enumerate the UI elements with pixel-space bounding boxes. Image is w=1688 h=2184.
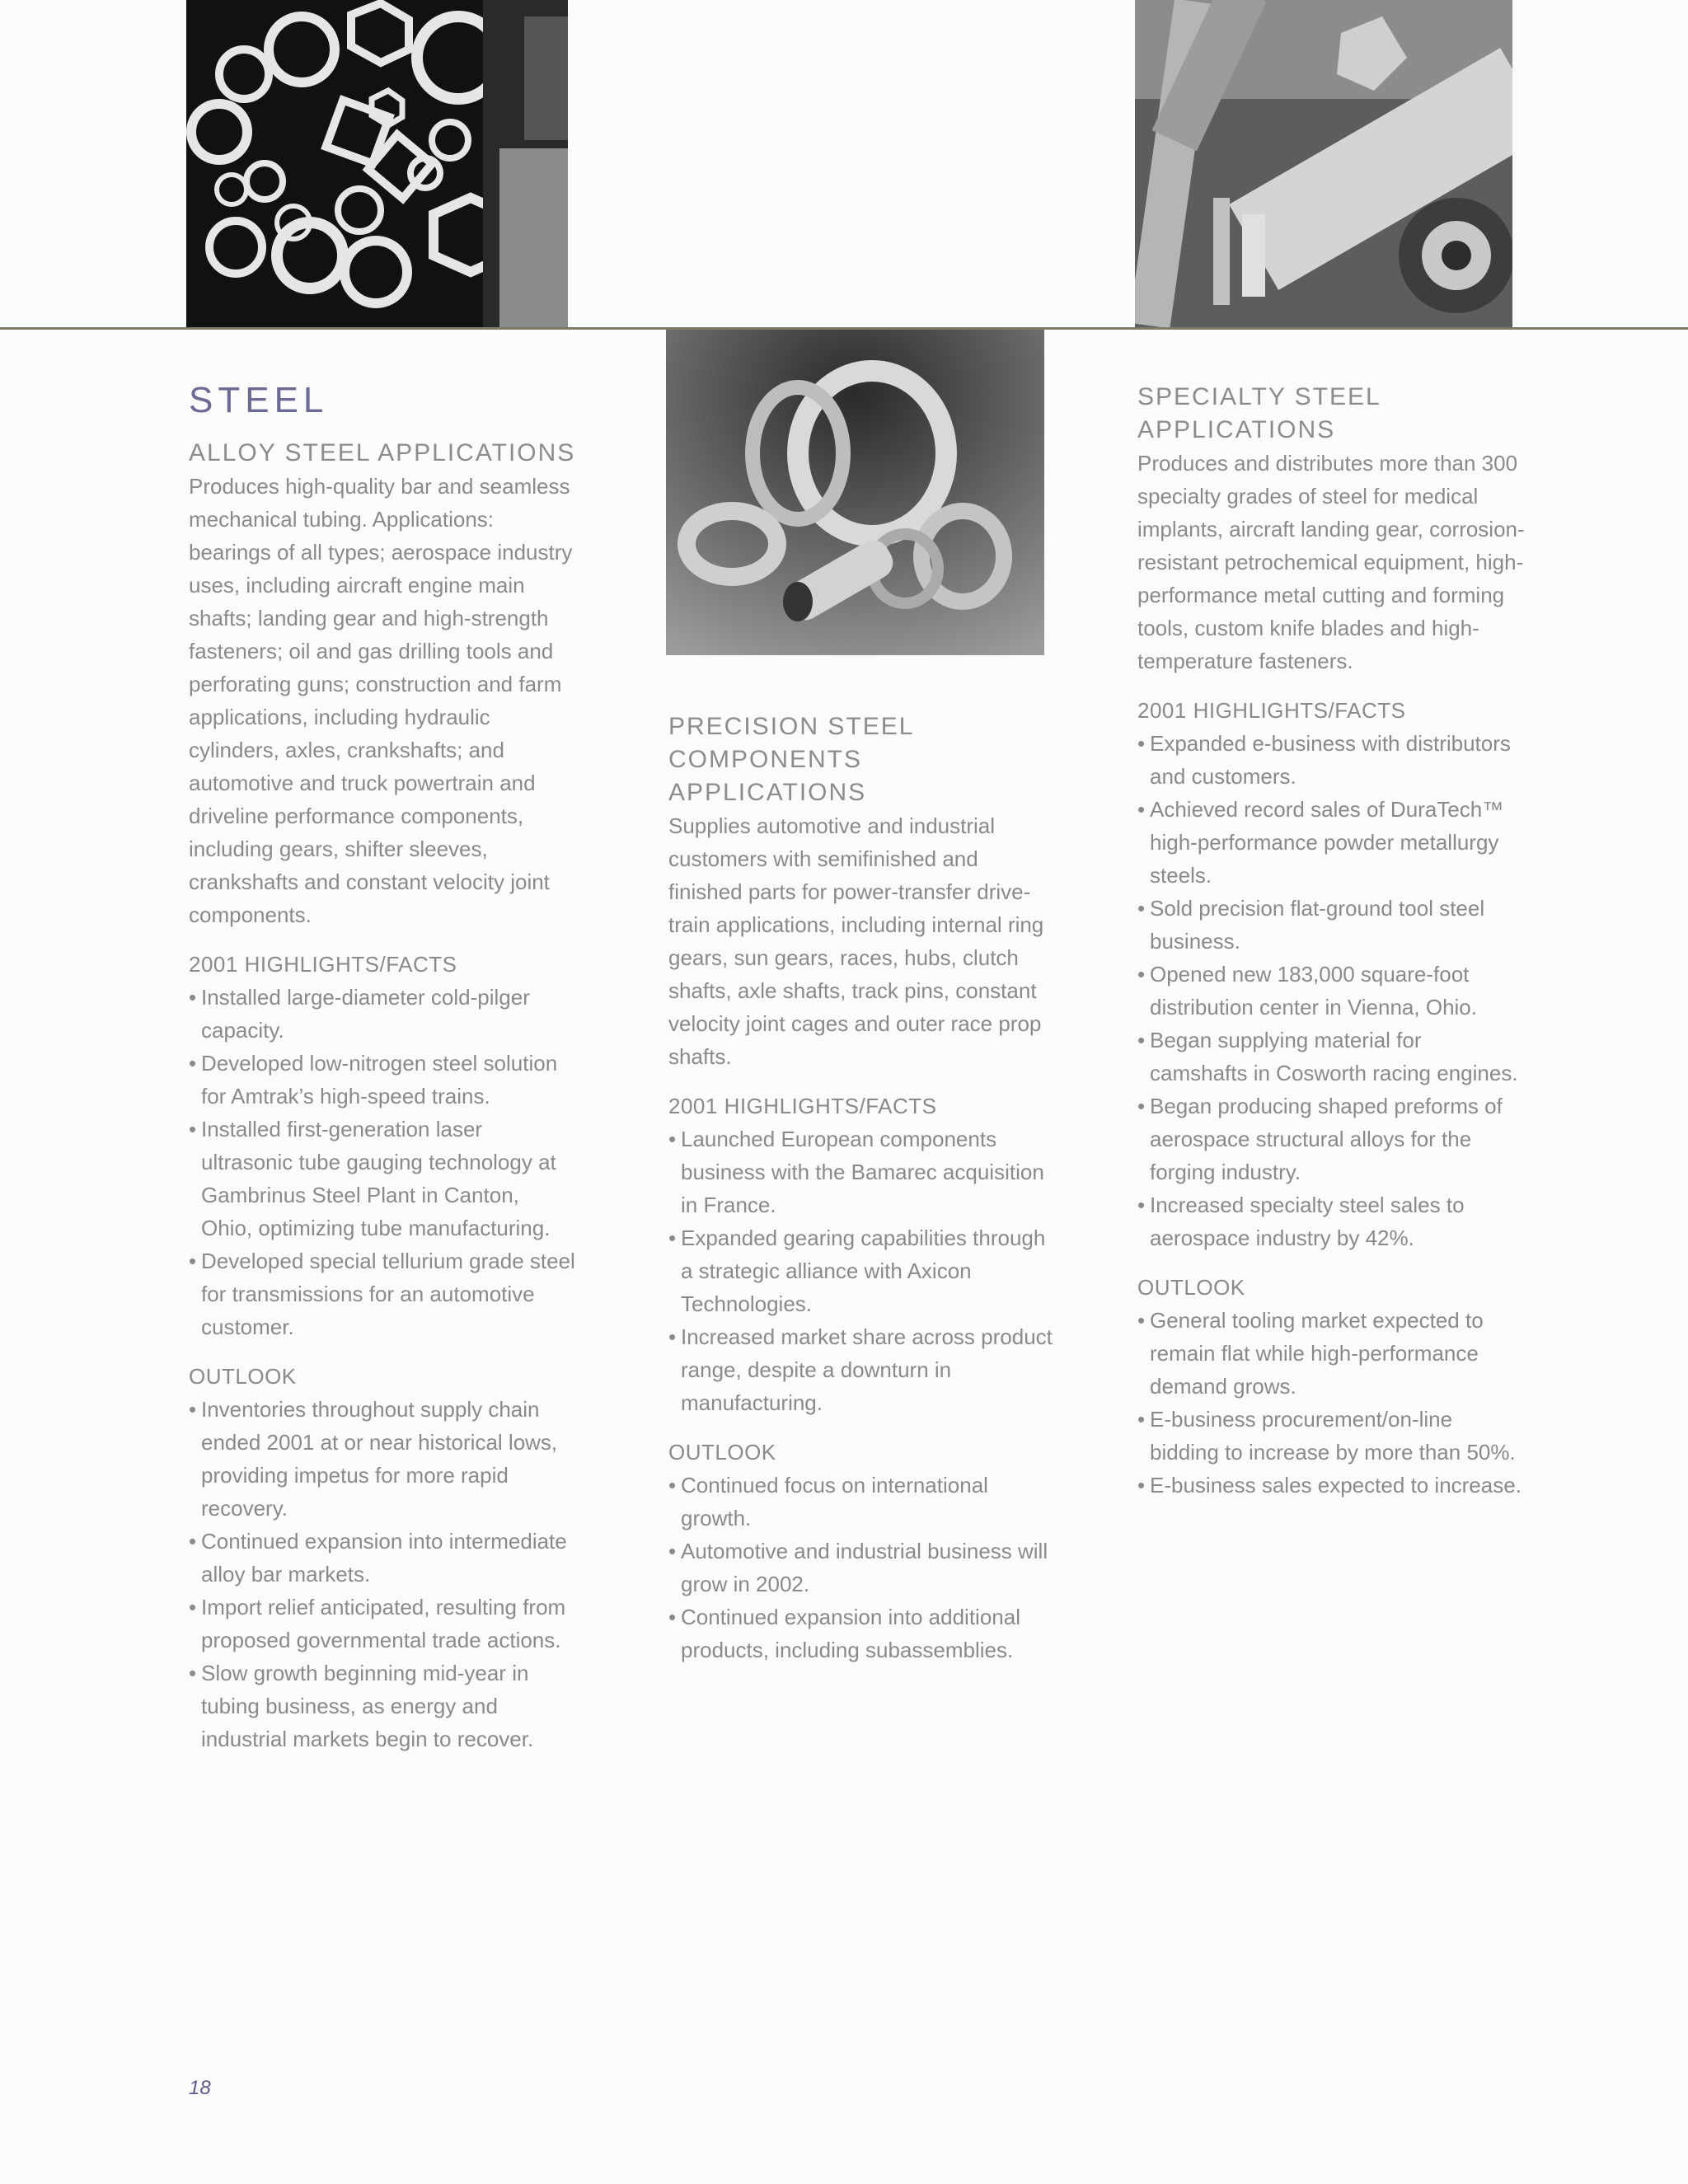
precision-highlight-item: • Increased market share across product range, despite a downturn in manufacturing. <box>668 1320 1056 1419</box>
precision-outlook-list <box>668 1469 1056 1666</box>
steel-tubes-photo <box>186 0 568 327</box>
specialty-outlook-item: • General tooling market expected to remain flat while high-performance demand grows. <box>1137 1304 1525 1403</box>
specialty-highlights-list <box>1137 727 1525 1254</box>
precision-highlights-heading: 2001 HIGHLIGHTS/FACTS <box>668 1094 937 1118</box>
precision-highlights-list <box>668 1122 1056 1419</box>
specialty-highlight-item: • Expanded e-business with distributors and customers. <box>1137 727 1525 793</box>
alloy-highlight-item: • Developed low-nitrogen steel solution for Amtrak’s high-speed trains. <box>189 1047 576 1113</box>
page-number: 18 <box>189 2077 211 2099</box>
specialty-highlight-item: • Began supplying material for camshafts in Cosworth racing engines. <box>1137 1024 1525 1090</box>
specialty-highlight-item: • Opened new 183,000 square-foot distribution center in Vienna, Ohio. <box>1137 958 1525 1024</box>
precision-steel-description: Supplies automotive and industrial customers with semifinished and finished parts for power-transfer drive-train applications, including internal ring gears, sun gears, races, hubs, clutch shafts, axle shafts, track pins, constant velocity joint cages and outer race prop shafts. <box>668 813 1044 1069</box>
alloy-outlook-list <box>189 1393 576 1755</box>
specialty-highlight-item: • Achieved record sales of DuraTech™ high-performance powder metallurgy steels. <box>1137 793 1525 892</box>
specialty-steel-title: SPECIALTY STEEL APPLICATIONS <box>1137 383 1381 443</box>
specialty-tools-photo <box>1135 0 1512 327</box>
alloy-highlight-item: • Installed first-generation laser ultrasonic tube gauging technology at Gambrinus Steel Plant in Canton, Ohio, optimizing tube manufacturing. <box>189 1113 576 1244</box>
specialty-highlight-item: • Began producing shaped preforms of aerospace structural alloys for the forging industry. <box>1137 1090 1525 1188</box>
alloy-outlook-heading: OUTLOOK <box>189 1364 297 1389</box>
alloy-outlook-item: • Inventories throughout supply chain ended 2001 at or near historical lows, providing impetus for more rapid recovery. <box>189 1393 576 1525</box>
precision-outlook-heading: OUTLOOK <box>668 1440 776 1465</box>
specialty-outlook-heading: OUTLOOK <box>1137 1275 1245 1300</box>
specialty-outlook-item: • E-business sales expected to increase. <box>1137 1469 1525 1502</box>
precision-steel-title: PRECISION STEEL COMPONENTS APPLICATIONS <box>668 713 914 806</box>
alloy-steel-description: Produces high-quality bar and seamless mechanical tubing. Applications: bearings of all types; aerospace industry uses, including aircraft engine main shafts; landing gear and high-strength fasteners; oil and gas drilling tools and perforating guns; construction and farm applications, including hydraulic cylinders, axles, crankshafts; and automotive and truck powertrain and driveline performance components, including gears, shifter sleeves, crankshafts and constant velocity joint components. <box>189 474 573 927</box>
bearings-photo <box>666 330 1044 655</box>
alloy-highlight-item: • Developed special tellurium grade steel for transmissions for an automotive customer. <box>189 1244 576 1343</box>
alloy-outlook-item: • Slow growth beginning mid-year in tubing business, as energy and industrial markets begin to recover. <box>189 1657 576 1755</box>
precision-highlight-item: • Launched European components business with the Bamarec acquisition in France. <box>668 1122 1056 1221</box>
alloy-outlook-item: • Import relief anticipated, resulting from proposed governmental trade actions. <box>189 1591 576 1657</box>
alloy-highlights-list <box>189 981 576 1343</box>
specialty-highlight-item: • Increased specialty steel sales to aerospace industry by 42%. <box>1137 1188 1525 1254</box>
alloy-steel-column <box>189 363 576 1772</box>
alloy-highlight-item: • Installed large-diameter cold-pilger capacity. <box>189 981 576 1047</box>
header-rule <box>0 327 1688 330</box>
specialty-highlights-heading: 2001 HIGHLIGHTS/FACTS <box>1137 698 1406 723</box>
alloy-outlook-item: • Continued expansion into intermediate alloy bar markets. <box>189 1525 576 1591</box>
precision-outlook-item: • Automotive and industrial business will grow in 2002. <box>668 1535 1056 1601</box>
specialty-highlight-item: • Sold precision flat-ground tool steel business. <box>1137 892 1525 958</box>
specialty-outlook-item: • E-business procurement/on-line bidding to increase by more than 50%. <box>1137 1403 1525 1469</box>
specialty-steel-column <box>1137 381 1525 1518</box>
alloy-steel-title: ALLOY STEEL APPLICATIONS <box>189 439 576 466</box>
precision-steel-column <box>668 710 1056 1683</box>
precision-outlook-item: • Continued focus on international growth. <box>668 1469 1056 1535</box>
alloy-highlights-heading: 2001 HIGHLIGHTS/FACTS <box>189 952 457 977</box>
specialty-steel-description: Produces and distributes more than 300 specialty grades of steel for medical implants, aircraft landing gear, corrosion-resistant petrochemical equipment, high-performance metal cutting and forming tools, custom knife blades and high-temperature fasteners. <box>1137 451 1525 673</box>
specialty-outlook-list <box>1137 1304 1525 1502</box>
precision-outlook-item: • Continued expansion into additional products, including subassemblies. <box>668 1601 1056 1666</box>
segment-title: STEEL <box>189 380 329 420</box>
precision-highlight-item: • Expanded gearing capabilities through a strategic alliance with Axicon Technologies. <box>668 1221 1056 1320</box>
